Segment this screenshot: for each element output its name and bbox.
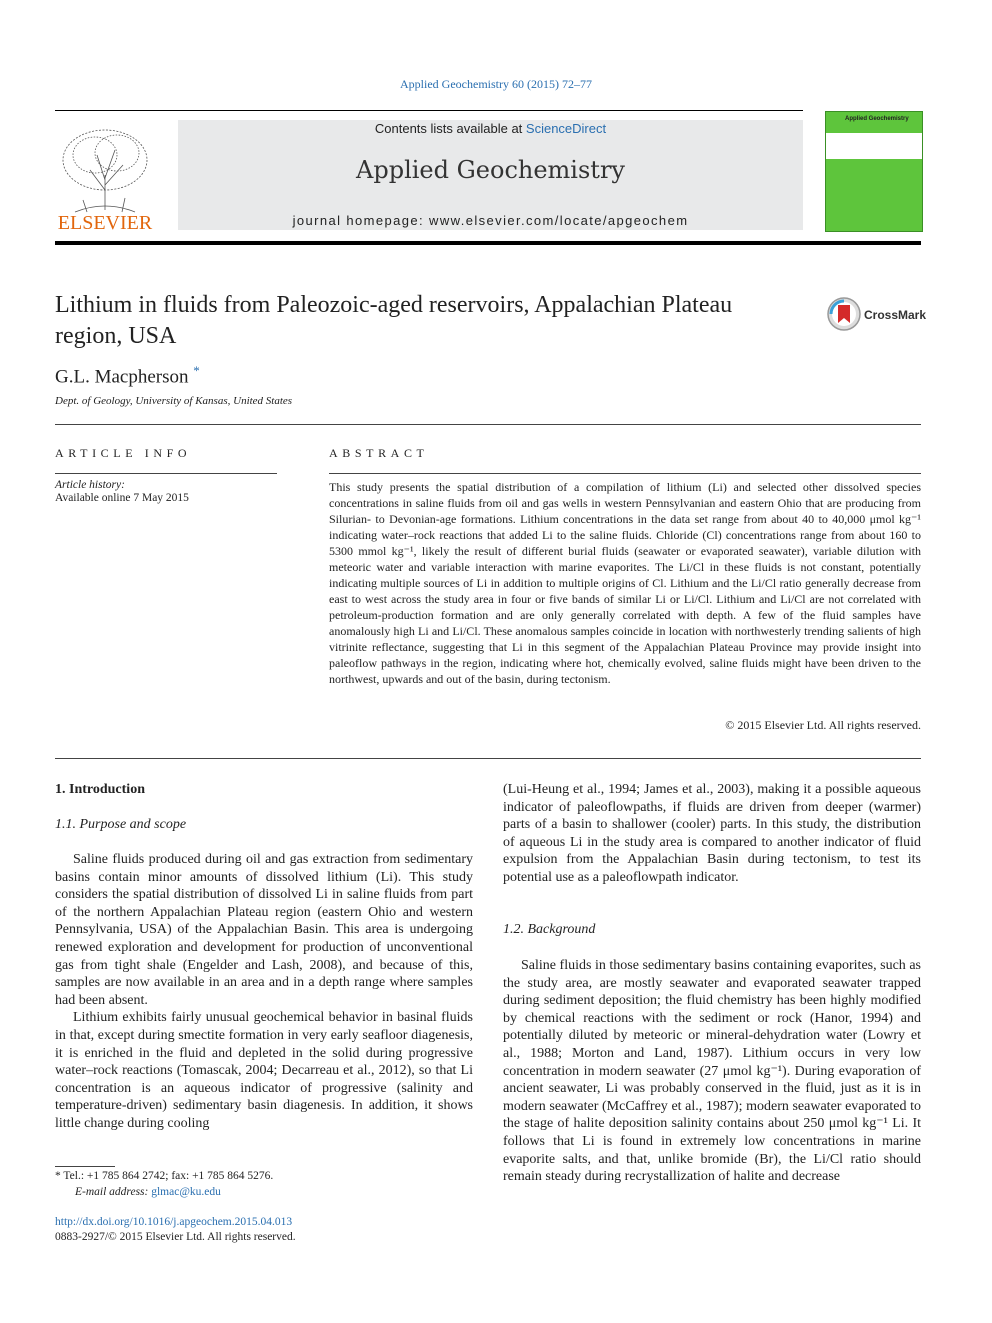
journal-citation[interactable]: Applied Geochemistry 60 (2015) 72–77	[400, 77, 592, 91]
crossmark-icon[interactable]	[826, 296, 862, 332]
email-link[interactable]: glmac@ku.edu	[151, 1186, 221, 1198]
elsevier-wordmark: ELSEVIER	[57, 212, 153, 234]
author-footnote-mark[interactable]: *	[193, 363, 200, 378]
affiliation: Dept. of Geology, University of Kansas, United States	[55, 395, 293, 407]
sciencedirect-link[interactable]: ScienceDirect	[525, 121, 607, 136]
history-value: Available online 7 May 2015	[55, 492, 189, 504]
body-rule	[55, 758, 921, 759]
cover-band	[826, 133, 922, 159]
header-thick-rule	[55, 241, 921, 245]
author-line	[55, 363, 200, 388]
paragraph: Saline fluids produced during oil and gas extraction from sedimentary basins contain minor amounts of dissolved lithium (Li). This study considers the spatial distribution of dissolved Li in saline fluids from part of the northern Appalachian Plateau region (eastern Ohio and western Pennsylvania, USA) of the Appalachian Basin. This area is undergoing renewed exploration and development for production of unconventional gas from tight shale (Engelder and Lash, 2008), and because of this, samples are now available in an area and in a depth range where samples had been absent.	[55, 852, 473, 1008]
abstract-rule	[329, 473, 921, 474]
footnote-contact: * Tel.: +1 785 864 2742; fax: +1 785 864 5276.	[55, 1170, 274, 1182]
section-rule	[55, 424, 921, 425]
article-title: Lithium in fluids from Paleozoic-aged reservoirs, Appalachian Plateau region, USA	[55, 292, 733, 349]
header-rule	[55, 110, 803, 111]
footnote-email	[75, 1186, 221, 1198]
article-info-heading: ARTICLE INFO	[55, 446, 192, 460]
paragraph: (Lui-Heung et al., 1994; James et al., 2003), making it a possible aqueous indicator of paleoflowpaths, if fluids are driven from deeper (warmer) parts of a basin to shallower (cooler) parts. In this study, the distribution of aqueous Li in the study area is compared to another indicator of fluid expulsion from the Appalachian Basin during tectonism, to test its potential use as a paleoflowpath indicator.	[503, 782, 921, 885]
contents-line	[178, 121, 803, 136]
abstract-heading: ABSTRACT	[329, 446, 429, 460]
column-left-text	[55, 851, 473, 1133]
issn-line: 0883-2927/© 2015 Elsevier Ltd. All rights reserved.	[55, 1231, 296, 1243]
email-label: E-mail address:	[75, 1186, 152, 1198]
author-name[interactable]: G.L. Macpherson	[55, 366, 189, 388]
journal-cover-thumbnail[interactable]	[825, 111, 923, 232]
abstract-text: This study presents the spatial distribution of a compilation of lithium (Li) and selected other dissolved species concentrations in saline fluids from oil and gas wells in western Pennsylvanian and eastern Ohio that are producing from Silurian- to Devonian-age formations. Lithium concentrations in the data set range from about 40 to 40,000 μmol kg⁻¹ indicating water–rock reactions that added Li to the saline fluids. Chloride (Cl) concentrations range from about 160 to 5300 mmol kg⁻¹, likely the result of different burial fluids (seawater or evaporated seawater), variable dilution with meteoric water and variable interaction with marine evaporites. The Li/Cl in these fluids is not constant, potentially indicating multiple sources of Li in addition to multiple origins of Cl. Lithium and the Li/Cl ratio generally decrease from east to west across the study area in four or five bands of similar Li or Li/Cl. Lithium and Li/Cl are not correlated with petroleum-production formation and are only generally correlated with depth. A few of the fluid samples have anomalously high Li and Li/Cl. These anomalous samples coincide in location with northwesterly trending salients of high vitrinite reflectance, suggesting that Li in this segment of the Appalachian Plateau Province may provide insight into paleoflow pathways in the region, indicating where hot, chemically evolved, saline fluids might have been driven to the northwest, upwards and out of the basin, during tectonism.	[329, 480, 921, 686]
footnote-rule	[55, 1166, 115, 1167]
subsection-heading-purpose: 1.1. Purpose and scope	[55, 817, 187, 832]
article-info-rule	[55, 473, 277, 474]
history-label: Article history:	[55, 479, 125, 491]
section-heading-introduction: 1. Introduction	[55, 782, 145, 797]
paragraph: Saline fluids in those sedimentary basins containing evaporites, such as the study area, are mostly seawater and evaporated seawater trapped during sediment deposition; the fluid chemistry has been highly modified by chemical reactions with the sediment or rock (Hanor, 1994) and potentially diluted by meteoric or mineral-dehydration water (Lowry et al., 1988; Morton and Land, 1987). Lithium occurs in very low concentration in modern seawater (27 μmol kg⁻¹). During evaporation of ancient seawater, Li was probably conserved in the fluid, just as it is in modern seawater (McCaffrey et al., 1987); modern seawater evaporated to the stage of halite deposition salinity contains about 250 μmol kg⁻¹ Li. It follows that Li is found in extremely low concentrations in marine evaporite salts, and that, unlike bromide (Br), the Li/Cl ratio should remain steady during recrystallization of halite and decrease	[503, 958, 921, 1185]
crossmark-label[interactable]: CrossMark	[864, 308, 927, 322]
contents-prefix: Contents lists available at	[374, 121, 526, 136]
subsection-heading-background: 1.2. Background	[503, 922, 596, 937]
column-right-text	[503, 957, 921, 1186]
journal-title: Applied Geochemistry	[356, 156, 625, 184]
abstract-copyright: © 2015 Elsevier Ltd. All rights reserved.	[725, 718, 921, 732]
column-right-text-top	[503, 781, 921, 887]
cover-title: Applied Geochemistry	[845, 116, 909, 122]
doi-link[interactable]: http://dx.doi.org/10.1016/j.apgeochem.2015.04.013	[55, 1216, 293, 1228]
journal-homepage[interactable]: journal homepage: www.elsevier.com/locate/apgeochem	[292, 213, 689, 228]
paragraph: Lithium exhibits fairly unusual geochemical behavior in basinal fluids in that, except during smectite formation in very early seafloor diagenesis, it is enriched in the fluid and depleted in the solid during progressive water–rock reactions (Tomascak, 2004; Decarreau et al., 2012), so that Li concentration is an aqueous indicator of progressive (salinity and temperature-driven) sedimentary basin diagenesis. In addition, it shows little change during cooling	[55, 1010, 473, 1131]
